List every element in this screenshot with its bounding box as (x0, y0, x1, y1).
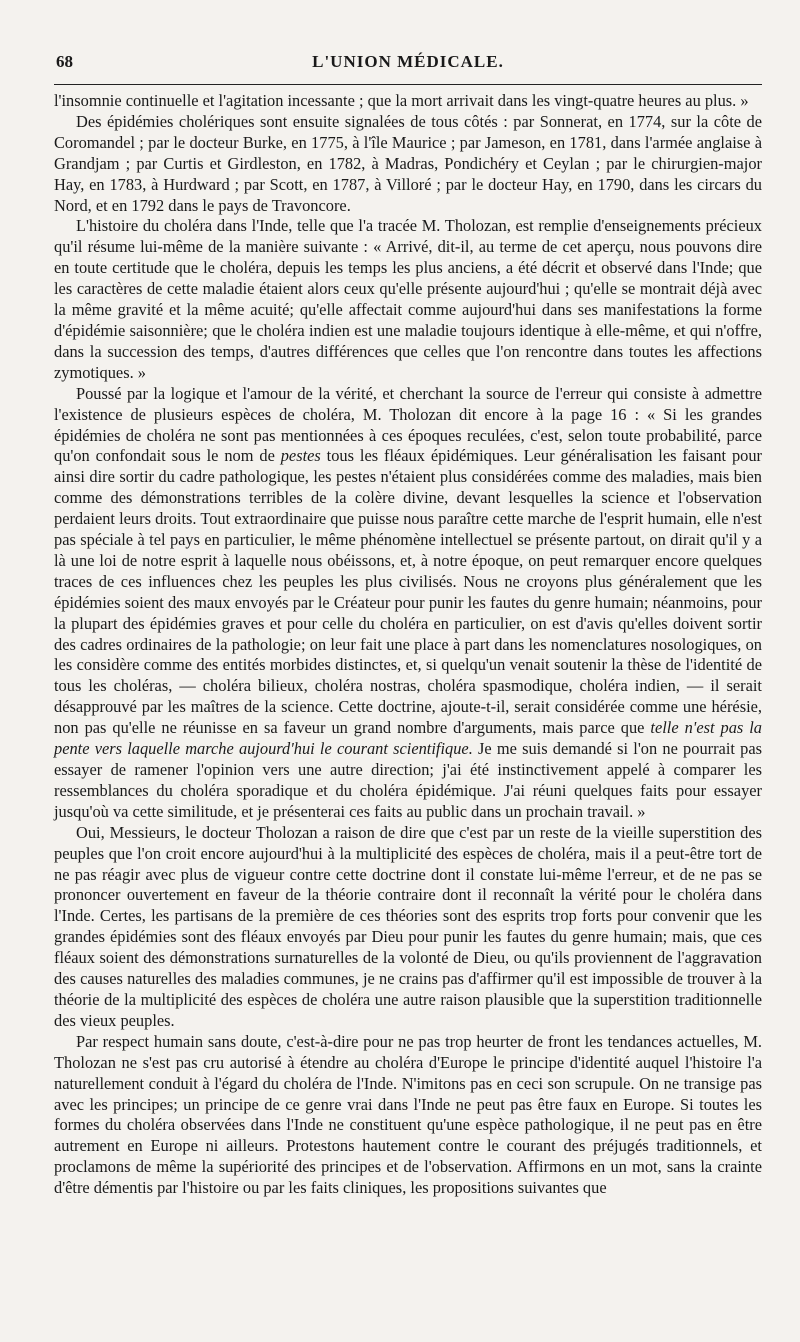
running-head (54, 52, 762, 82)
paragraph-text: Je me suis demandé si l'on ne pourrait pas essayer de ramener l'opinion vers une autre direction; j'ai été instinctivement appelé à comparer les ressemblances du choléra sporadique et du choléra épidémique. J'ai réuni quelques faits pour essayer jusqu'où va cette similitude, et je présenterai ces faits au public dans un prochain travail. » (54, 739, 762, 821)
paragraph-p1 (54, 112, 762, 217)
paragraph-text: Oui, Messieurs, le docteur Tholozan a raison de dire que c'est par un reste de la vieille superstition des peuples que l'on croit encore aujourd'hui à la multiplicité des espèces de choléra, mais il a peut-être tort de ne pas réagir avec plus de vigueur contre cette doctrine dont il constate lui-même l'erreur, et de ne pas se prononcer ouvertement en faveur de la théorie contraire dont il reconnaît la vérité pour le choléra dans l'Inde. Certes, les partisans de la première de ces théories sont des esprits trop forts pour convenir que les grandes épidémies sont des fléaux envoyés par Dieu pour punir les fautes du genre humain; mais, que ces fléaux soient des démonstrations surnaturelles de la volonté de Dieu, ou qu'ils proviennent de l'aggravation des causes naturelles des maladies communes, je ne crains pas d'affirmer qu'il est impossible de trouver à la théorie de la multiplicité des espèces de choléra une autre raison plausible que la superstition traditionnelle des vieux peuples. (54, 822, 762, 1030)
paragraph-text: L'histoire du choléra dans l'Inde, telle que l'a tracée M. Tholozan, est remplie d'enseignements précieux qu'il résume lui-même de la manière suivante : « Arrivé, dit-il, au terme de cet aperçu, nous pouvons dire en toute certitude que le choléra, depuis les temps les plus anciens, a été décrit et observé dans l'Inde; que les caractères de cette maladie étaient alors ceux qu'elle présente aujourd'hui ; qu'elle se montrait déjà avec la même gravité et la même acuité; qu'elle affectait comme aujourd'hui dans ses manifestations la forme d'épidémie saisonnière; que le choléra indien est une maladie toujours identique à elle-même, et qui n'offre, dans la succession des temps, d'autres différences que celles que l'on rencontre dans toutes les affections zymotiques. » (54, 216, 762, 382)
paragraph-text: l'insomnie continuelle et l'agitation incessante ; que la mort arrivait dans les vingt-quatre heures au plus. » (54, 91, 749, 110)
paragraph-p2 (54, 216, 762, 383)
paragraph-p4 (54, 823, 762, 1032)
journal-title: L'UNION MÉDICALE. (312, 52, 504, 71)
italic-phrase: telle n'est pas la pente vers laquelle marche aujourd'hui le courant scientifique. (54, 718, 763, 759)
paragraph-text: Par respect humain sans doute, c'est-à-dire pour ne pas trop heurter de front les tendances actuelles, M. Tholozan ne s'est pas cru autorisé à étendre au choléra d'Europe le principe d'identité auquel l'histoire l'a naturellement conduit à l'égard du choléra de l'Inde. N'imitons pas en ceci son scrupule. On ne transige pas avec les principes; un principe de ce genre vrai dans l'Inde ne peut pas être faux en Europe. Si toutes les formes du choléra observées dans l'Inde ne constituent qu'une espèce pathologique, il ne peut pas en être autrement en Europe ni ailleurs. Protestons hautement contre le courant des préjugés traditionnels, et proclamons de même la supériorité des principes et de l'observation. Affirmons en un mot, sans la crainte d'être démentis par l'histoire ou par les faits cliniques, les propositions suivantes que (54, 1031, 762, 1198)
italic-phrase: pestes (280, 446, 321, 466)
paragraph-p3 (54, 384, 762, 823)
paragraph-text: Des épidémies cholériques sont ensuite signalées de tous côtés : par Sonnerat, en 1774, sur la côte de Coromandel ; par le docteur Burke, en 1775, à l'île Maurice ; par Jameson, en 1781, dans l'armée anglaise à Grandjam ; par Curtis et Girdleston, en 1782, à Madras, Pondichéry et Ceylan ; par le chirurgien-major Hay, en 1783, à Hurdward ; par Scott, en 1787, à Villoré ; par le docteur Hay, en 1790, dans les circars du Nord, et en 1792 dans le pays de Travoncore. (54, 111, 762, 215)
paragraph-p5 (54, 1032, 762, 1199)
article-body (54, 91, 762, 1199)
paragraph-text: tous les fléaux épidémiques. Leur généralisation les faisant pour ainsi dire sortir du cadre pathologique, les pestes n'étaient plus considérées comme des maladies, mais bien comme des démonstrations terribles de la colère divine, devant lesquelles la science et l'observation perdaient leurs droits. Tout extraordinaire que puisse nous paraître cette marche de l'esprit humain, elle n'est pas spéciale à tel pays en particulier, le même phénomène intellectuel se présente partout, on dirait qu'il y a là une loi de notre esprit à laquelle nous obéissons, et, à notre époque, on peut remarquer encore quelques traces de ces influences chez les peuples les plus civilisés. Nous ne croyons plus généralement que les épidémies soient des maux envoyés par le Créateur pour punir les fautes du genre humain; néanmoins, pour la plupart des épidémies graves et pour celle du choléra en particulier, on est d'avis qu'elles doivent sortir des cadres ordinaires de la pathologie; on leur fait une place à part dans les nomenclatures nosologiques, on les considère comme des entités morbides distinctes, et, si quelqu'un venait soutenir la thèse de l'identité de tous les choléras, — choléra bilieux, choléra nostras, choléra spasmodique, choléra indien, — il serait désapprouvé par les maîtres de la science. Cette doctrine, ajoute-t-il, serait considérée comme une hérésie, non pas qu'elle ne réunisse en sa faveur un grand nombre d'arguments, mais parce que (54, 446, 763, 738)
page-number: 68 (56, 52, 73, 71)
paragraph-p0 (54, 91, 762, 112)
header-rule (54, 84, 762, 85)
paragraph-text: Poussé par la logique et l'amour de la vérité, et cherchant la source de l'erreur qui consiste à admettre l'existence de plusieurs espèces de choléra, M. Tholozan dit encore à la page 16 : « Si les grandes épidémies de choléra ne sont pas mentionnées à ces époques reculées, c'est, selon toute probabilité, parce qu'on confondait sous le nom de (54, 383, 762, 466)
